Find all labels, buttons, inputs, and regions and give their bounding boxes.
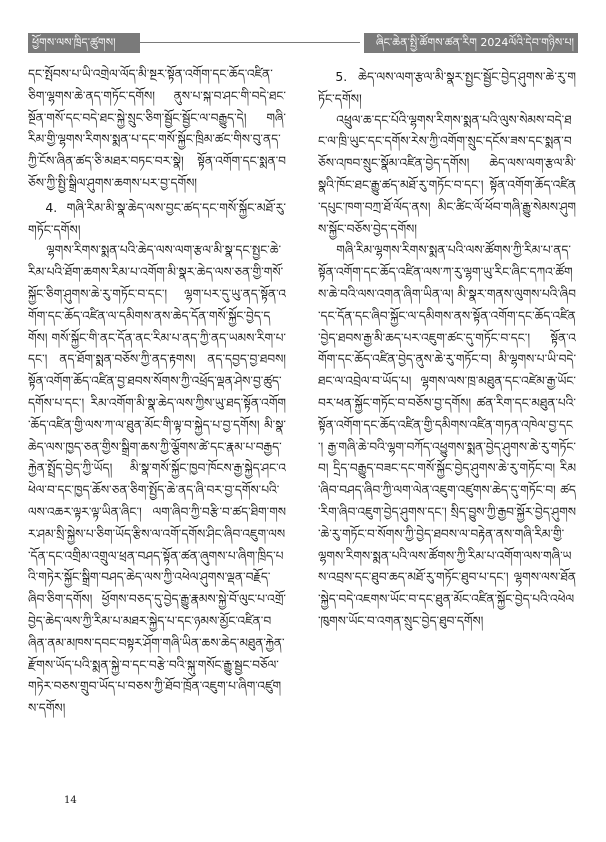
header-rule [140,42,360,43]
running-header [28,33,578,55]
left-paragraph-1: དང་སྤོབས་པ་ཡི་འགྲེལ་ལོད་མི་སྔར་སྟོན་འགོག་དང་ཆོད་འཛིན་ཅིག་ལྷགས་ཆེ་ནད་གཏོང་དགོས། ནུས་པ་སྐ་བ་ཤང་གི་བདེ་ཐང་སྔོན་གསོ་དང་བདེ་ཐང་སྐྱེ་སྲུང་ཅིག་སྦྱོང་སྦྱོང་ལ་བརྒྱུད་དེ། གཞི་རིམ་གྱི་ལྷགས་རིགས་སྨན་པ་དང་གསོ་སྐྱོང་ཁྲིམ་ཚང་གིས་བུ་ནད་ཀྱི་ངོས་ཞིན་ཚད་ཅི་མཐར་བཏང་བར་སྣེ། སྟོན་འགོག་དང་སྨན་བཅོས་ཀྱི་སྤྱི་སྒྲིལ་ཤུགས་ཆགས་པར་བྱ་དགོས། [28,67,286,190]
section-heading-5: 5. ཆེད་ལས་ལག་རྩལ་མི་སྣར་སྤྱང་སྦྱོང་བྱེད་ཤུགས་ཆེ་རུ་གཏོང་དགོས། [318,69,576,106]
section-label: ཕྱོགས་ལས་ཁྲིད་ཚུགས། [28,33,140,53]
right-paragraph-2: གཞི་རིམ་ལྷགས་རིགས་སྨན་པའི་ལས་ཚོགས་ཀྱི་རིམ་པ་ནད་སྟོན་འགོག་དང་ཆོད་འཛིན་ལས་ཀ་རུ་ལྷག་ཡུ་རིང་ཞིང་དཀའ་ཚོགས་ཆེ་བའི་ལས་འགན་ཞིག་ཡིན་ལ། མི་སྣར་གནས་ལུགས་པའི་ཞིབ་དང་དོན་དང་ཞིབ་སྐྱོང་ལ་དམིགས་ནས་སྟོན་འགོག་དང་ཆོད་འཛིན་བྱེད་ཐབས་རྒྱ་མི་ཆད་པར་འཇུག་ཚང་དུ་གཏོང་བ་དང་། སྟོན་འགོག་དང་ཆོད་འཛིན་བྱེད་ནུས་ཆེ་རུ་གཏོང་བ། མི་ལྷགས་པ་ཡི་བདེ་ཐང་ལ་འབྲེལ་བ་ཡོད་པ། ལྷགས་ལས་ཁྲ་མཐུན་དང་འཛེམ་རྒྱ་ཡོང་བར་ཕན་སྐྱོང་གཏོང་བ་བཅོས་བྱ་དགོས། ཚན་རིག་དང་མཐུན་པའི་སྟོན་འགོག་དང་ཆོད་འཛིན་གྱི་དམིགས་འཛིན་གཏན་འཁེལ་བྱ་དང་། རྒྱ་གཞི་ཆེ་བའི་ལྷག་བཀོད་འཕྱུགས་སྨན་བྱེད་ཤུགས་ཆེ་རུ་གཏོང་བ། དྲིད་བརྒྱུད་བཟང་དང་གསོ་སྐྱོང་བྱེད་ཤུགས་ཆེ་རུ་གཏོང་བ། རིམ་ཞིབ་བཤད་ཞིབ་ཀྱི་ལག་ལེན་འཇུག་འཛུགས་ཆེད་དུ་གཏོང་བ། ཚད་རིག་ཞིབ་འཇུག་བྱེད་ཤུགས་དང་། སྲིད་བྱུས་ཀྱི་རྒྱབ་སྐྱོར་བྱེད་ཤུགས་ཆེ་རུ་གཏོང་བ་སོགས་ཀྱི་བྱེད་ཐབས་ལ་བརྟེན་ནས་གཞི་རིམ་གྱི་ལྷགས་རིགས་སྨན་པའི་ལས་ཚོགས་ཀྱི་རིམ་པ་འགོག་ལས་གཞི་ཡས་འབྲས་དང་ཐུབ་ཆད་མཐོ་རུ་གཏོང་ཐུབ་པ་དང་། ལྷགས་ལས་ཐོན་སྐྱེད་བདེ་འཇགས་ཡོང་བ་དང་ཐུན་མོང་འཛིན་སྐྱོང་བྱེད་པའི་འཕེལ་ཁུགས་ཡོང་བ་འགན་སྲུང་བྱེད་ཐུབ་དགོས། [318,243,576,628]
page-number: 14 [64,795,77,806]
journal-label: ཞིང་ཆེན་སྤྱི་ཚོགས་ཚན་རིག 2024ལོའི་དེབ་གཉིས་པ། [364,33,578,53]
section-heading-4: 4. གཞི་རིམ་མི་སྣ་ཆེད་ལས་བྱང་ཚད་དང་གསོ་སྐྱོང་མཐོ་རུ་གཏོང་དགོས། [28,199,286,237]
right-column [318,64,576,776]
left-column [28,64,286,776]
right-paragraph-1: འཕྲུལ་ཆ་དང་པོའི་ལྷགས་རིགས་སྨན་པའི་ལུས་སེམས་བདེ་ཐང་ལ་ཁྲི་ཡུང་དང་དགོས་རེས་ཀྱི་འགོག་སྲུང་དངོས་ཟས་དང་སྨན་བཅོས་འཁབ་སྲུང་སྣོམ་འཛིན་བྱེད་དགོས། ཆེད་ལས་ལག་རྩལ་མི་སྣའི་ཁོང་ཐང་རྒྱུ་ཚད་མཐོ་རུ་གཏོང་བ་དང་། སྟོན་འགོག་ཆོད་འཛིན་དཔུང་ཁག་བཀྲ་ཐོ་ལོད་ནས། མིང་ཚིང་ལོ་ཕོབ་གཞི་རྒྱུ་སེམས་ཤུགས་སྐྱོང་བཅོས་བྱེད་དགོས། [318,112,576,236]
left-paragraph-2: ལྷགས་རིགས་སྨན་པའི་ཆེད་ལས་ལག་རྩལ་མི་སྣ་དང་སྤྱང་ཆེ་རིམ་པའི་ཐོག་ཆགས་རིམ་པ་འགོག་མི་སྣར་ཆེད་ལས་ཅན་གྱི་གསོ་སྐྱོང་ཅིག་ཤུགས་ཆེ་རུ་གཏོང་བ་དང་། ལྷག་པར་དུ་ཡུ་ནད་སྟོན་འགོག་དང་ཆོད་འཛིན་ལ་དམིགས་ནས་ཆེད་དོན་གསོ་སྐྱོང་བྱེད་དགོས། གསོ་སྐྱོང་གི་ནང་དོན་ནང་རིམ་པ་ནད་ཀྱི་ནད་ཡམས་རིག་པ་དང་། ནད་ཐོག་སྨན་བཅོས་ཀྱི་ནད་རྟགས། ནད་དབྱད་བྱ་ཐབས། སྟོན་འགོག་ཆོད་འཛིན་བྱ་ཐབས་སོགས་ཀྱི་འཕྲོད་ལྡན་ཤེས་བྱ་ཚུད་དགོས་པ་དང་། རིམ་འགོག་མི་སྣ་ཆེད་ལས་ཀྱིས་ཡུ་ཐད་སྟོན་འགོག་ཆོད་འཛིན་གྱི་ལས་ཀ་ལ་ཐུན་མོང་གི་ལྟ་བ་སྐྱེད་པ་བྱ་དགོས། མི་སྣ་ཆེད་ལས་ཁྱད་ཅན་གྱིས་སྒྲིག་ཆས་ཀྱི་ལྕོགས་ཚེ་དང་རྣམ་པ་བརྒྱད་རྐྱེན་སྤྲོད་བྱེད་ཀྱི་ཡོད། མི་སྣ་གསོ་སྐྱོང་ཁྱབ་ཁོངས་རྒྱ་སྐྱེད་ཤང་འཕེལ་བ་དང་ཁྱད་ཆོས་ཅན་ཅིག་སྤྱོད་ཆེ་ནད་ཞི་བར་བྱ་དགོས་པའི་ལས་འཆར་ལྟར་ལྟ་ཡིན་ཞིང་། ལག་ཞིབ་ཀྱི་བརྩི་བ་ཚད་ཐིག་གསར་ཤམ་སྲི་སྐྱེས་པ་ཅིག་ཡོད་རྩིས་ལ་འགོ་དགོས་ཤིང་ཞིབ་འཇུག་ལས་དོན་དང་འགྲིམ་འགྲུལ་ཕྲན་བཤད་སྟོན་ཚན་ཞུགས་པ་ཞིག་ཁྲིད་པའི་གཏེར་སྐྱོང་སྒྲིག་བཤད་ཆེད་ལས་ཀྱི་འཕེལ་ཤུགས་ལྡན་བརྗོད་ཞིབ་ཅིག་དགོས། ཕྱོགས་བཅད་དུ་བྱེད་རྒྱུ་རྣམས་སྐྱེ་བོ་ལུང་པ་འགྲོ་བྱེད་ཆེད་ལས་ཀྱི་རིམ་པ་མཐར་སྐྱེད་པ་དང་ཉམས་མྱོང་འཛིན་བཞིན་ནམ་མཁས་དབང་བསྟར་ཤོག་གཞི་ཡིན་ཆས་ཆེད་མཐུན་རྐྱེན་རྫོགས་ཡོད་པའི་སྨན་སྐྱེ་བ་དང་བརྩེ་བའི་སྐུ་གསོང་རྒྱུ་སྦྱང་བཅོལ་གཏེར་བཅས་གྲུབ་ཡོད་པ་བཅས་ཀྱི་ཐོབ་ཁྲོན་འཇུག་པ་ཞིག་འཛུགས་དགོས། [28,243,286,716]
